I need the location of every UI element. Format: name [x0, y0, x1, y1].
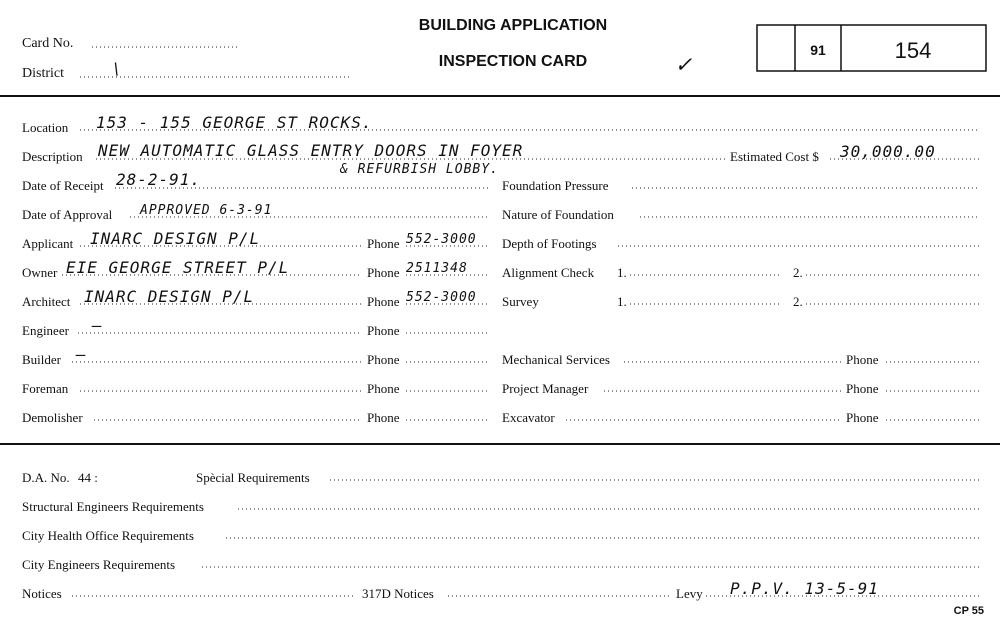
levy-label: Levy: [676, 586, 703, 601]
applicant-value: INARC DESIGN P/L: [90, 229, 261, 248]
description-value: NEW AUTOMATIC GLASS ENTRY DOORS IN FOYER: [98, 141, 524, 160]
architect-phone-label: Phone: [367, 294, 400, 309]
engineer-label: Engineer: [22, 323, 69, 338]
depth-footings-label: Depth of Footings: [502, 236, 597, 251]
survey-label: Survey: [502, 294, 539, 309]
da-no-value: 44 :: [78, 470, 98, 485]
notices-317d-label: 317D Notices: [362, 586, 434, 601]
form-code: CP 55: [953, 605, 984, 617]
demolisher-phone-label: Phone: [367, 410, 400, 425]
alignment-check-2: 2.: [793, 265, 803, 280]
applicant-label: Applicant: [22, 236, 74, 251]
district-label: District: [22, 66, 64, 81]
da-no-label: D.A. No.: [22, 470, 70, 485]
levy-value: P.P.V. 13-5-91: [730, 579, 879, 598]
title-line-1: BUILDING APPLICATION: [418, 17, 608, 34]
project-manager-phone-label: Phone: [846, 381, 879, 396]
location-label: Location: [22, 120, 69, 135]
foreman-label: Foreman: [22, 381, 69, 396]
special-requirements-label: Spècial Requirements: [196, 470, 310, 485]
estimated-cost-label: Estimated Cost $: [730, 149, 819, 164]
project-manager-label: Project Manager: [502, 381, 589, 396]
card-number-box: [757, 25, 986, 71]
card-number: 154: [894, 38, 932, 63]
applicant-phone-value: 552-3000: [406, 232, 477, 247]
notices-label: Notices: [22, 586, 62, 601]
excavator-phone-label: Phone: [846, 410, 879, 425]
alignment-check-label: Alignment Check: [502, 265, 595, 280]
owner-phone-label: Phone: [367, 265, 400, 280]
engineer-value: —: [92, 316, 103, 335]
alignment-check-1: 1.: [617, 265, 627, 280]
mechanical-phone-label: Phone: [846, 352, 879, 367]
estimated-cost-value: 30,000.00: [840, 142, 936, 161]
applicant-phone-label: Phone: [367, 236, 400, 251]
nature-foundation-label: Nature of Foundation: [502, 207, 614, 222]
owner-phone-value: 2511348: [406, 261, 468, 276]
owner-value: EIE GEORGE STREET P/L: [66, 258, 290, 277]
health-requirements-label: City Health Office Requirements: [22, 528, 194, 543]
builder-label: Builder: [22, 352, 61, 367]
demolisher-label: Demolisher: [22, 410, 83, 425]
card-no-label: Card No.: [22, 36, 74, 51]
date-approval-value: APPROVED 6-3-91: [140, 203, 273, 218]
title-line-2: INSPECTION CARD: [438, 53, 588, 70]
date-approval-label: Date of Approval: [22, 207, 113, 222]
excavator-label: Excavator: [502, 410, 555, 425]
builder-phone-label: Phone: [367, 352, 400, 367]
district-value: \: [112, 59, 123, 78]
owner-label: Owner: [22, 265, 58, 280]
description-value-2: & REFURBISH LOBBY.: [340, 162, 499, 177]
architect-value: INARC DESIGN P/L: [84, 287, 255, 306]
architect-label: Architect: [22, 294, 71, 309]
description-label: Description: [22, 149, 83, 164]
approval-checkmark: ✓: [676, 50, 692, 78]
survey-2: 2.: [793, 294, 803, 309]
engineer-phone-label: Phone: [367, 323, 400, 338]
structural-requirements-label: Structural Engineers Requirements: [22, 499, 204, 514]
location-value: 153 - 155 GEORGE ST ROCKS.: [96, 113, 373, 132]
date-receipt-label: Date of Receipt: [22, 178, 104, 193]
date-receipt-value: 28-2-91.: [116, 170, 202, 189]
builder-value: —: [76, 345, 87, 364]
engineers-requirements-label: City Engineers Requirements: [22, 557, 176, 572]
survey-1: 1.: [617, 294, 627, 309]
mechanical-services-label: Mechanical Services: [502, 352, 610, 367]
card-year: 91: [810, 42, 826, 58]
foreman-phone-label: Phone: [367, 381, 400, 396]
foundation-pressure-label: Foundation Pressure: [502, 178, 609, 193]
architect-phone-value: 552-3000: [406, 290, 477, 305]
